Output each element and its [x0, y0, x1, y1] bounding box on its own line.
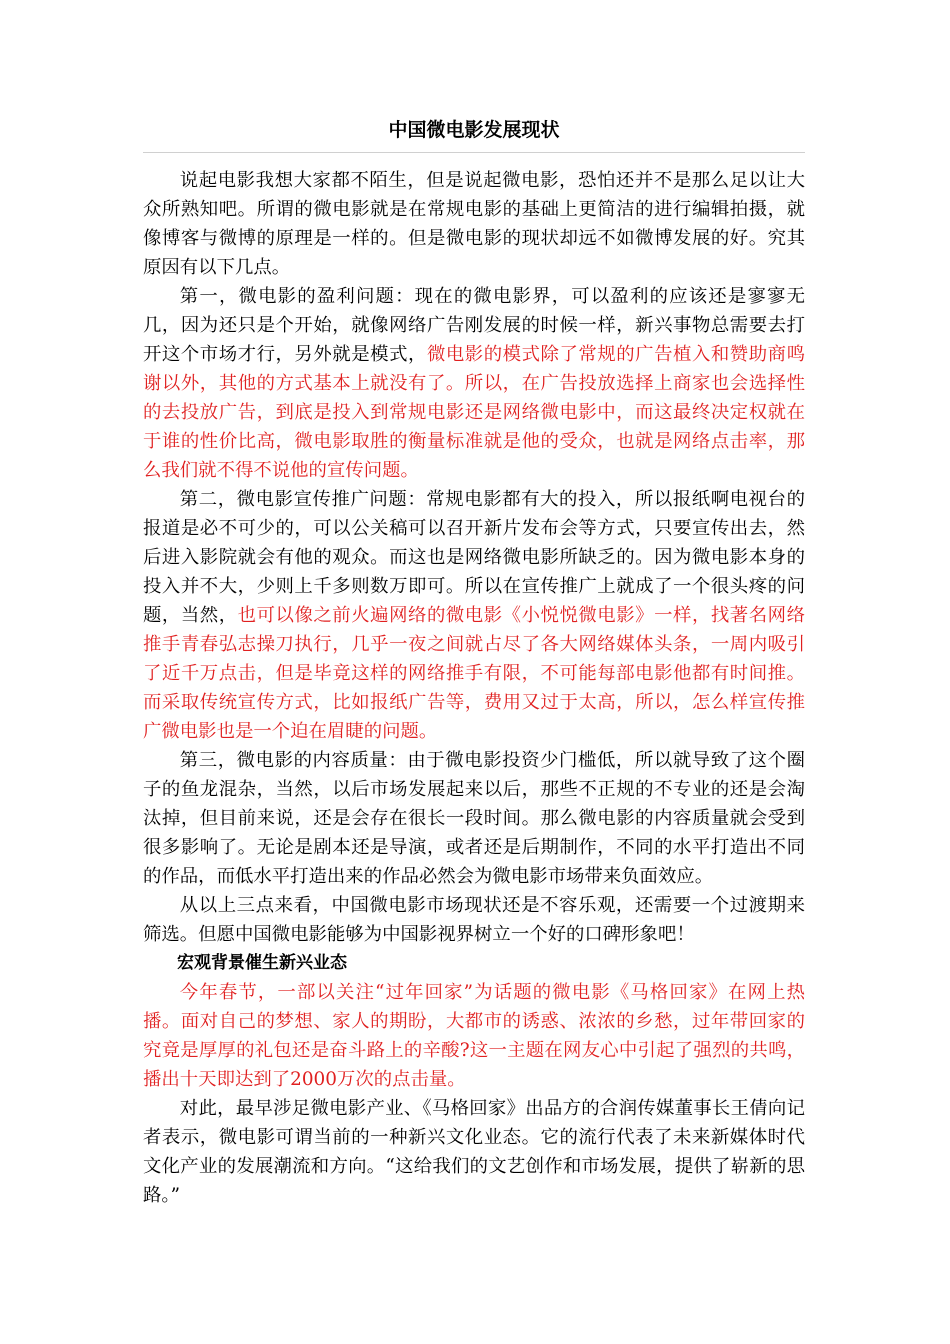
paragraph-profit-highlight: 微电影的模式除了常规的广告植入和赞助商鸣谢以外，其他的方式基本上就没有了。所以，在广告投放选择上商家也会选择性的去投放广告，到底是投入到常规电影还是网络微电影中，而这最终决定权就在于谁的性价比高，微电影取胜的衡量标准就是他的受众，也就是网络点击率，那么我们就不得不说他的宣传问题。: [143, 344, 805, 481]
paragraph-intro: 说起电影我想大家都不陌生，但是说起微电影，恐怕还并不是那么足以让大众所熟知吧。所谓的微电影就是在常规电影的基础上更简洁的进行编辑拍摄，就像博客与微博的原理是一样的。但是微电影的现状却远不如微博发展的好。究其原因有以下几点。: [143, 170, 805, 278]
paragraph-profit: [143, 282, 805, 485]
paragraph-spring-festival: 今年春节，一部以关注“过年回家”为话题的微电影《马格回家》在网上热播。面对自己的梦想、家人的期盼，大都市的诱惑、浓浓的乡愁，过年带回家的究竟是厚厚的礼包还是奋斗路上的辛酸?这一主题在网友心中引起了强烈的共鸣，播出十天即达到了2000万次的点击量。: [143, 982, 805, 1090]
paragraph-promotion: [143, 485, 805, 746]
paragraph-quality: 第三，微电影的内容质量：由于微电影投资少门槛低，所以就导致了这个圈子的鱼龙混杂，当然，以后市场发展起来以后，那些不正规的不专业的还是会淘汰掉，但目前来说，还是会存在很长一段时间。那么微电影的内容质量就会受到很多影响了。无论是剧本还是导演，或者还是后期制作，不同的水平打造出不同的作品，而低水平打造出来的作品必然会为微电影市场带来负面效应。: [143, 750, 805, 887]
paragraph-promotion-text: 第二，微电影宣传推广问题：常规电影都有大的投入，所以报纸啊电视台的报道是必不可少的，可以公关稿可以召开新片发布会等方式，只要宣传出去，然后进入影院就会有他的观众。而这也是网络微电影所缺乏的。因为微电影本身的投入并不大，少则上千多则数万即可。所以在宣传推广上就成了一个很头疼的问题，当然，: [143, 489, 805, 626]
paragraph-promotion-highlight: 也可以像之前火遍网络的微电影《小悦悦微电影》一样，找著名网络推手青春弘志操刀执行，几乎一夜之间就占尽了各大网络媒体头条，一周内吸引了近千万点击，但是毕竟这样的网络推手有限，不可能每部电影他都有时间推。而采取传统宣传方式，比如报纸广告等，费用又过于太高，所以，怎么样宣传推广微电影也是一个迫在眉睫的问题。: [143, 605, 805, 742]
paragraph-profit-text: 第一，微电影的盈利问题：现在的微电影界，可以盈利的应该还是寥寥无几，因为还只是个开始，就像网络广告刚发展的时候一样，新兴事物总需要去打开这个市场才行，另外就是模式，: [143, 286, 805, 365]
document-title: 中国微电影发展现状: [388, 119, 560, 141]
section-heading: 宏观背景催生新兴业态: [177, 953, 347, 973]
paragraph-interview: 对此，最早涉足微电影产业、《马格回家》出品方的合润传媒董事长王倩向记者表示，微电影可谓当前的一种新兴文化业态。它的流行代表了未来新媒体时代文化产业的发展潮流和方向。“这给我们的文艺创作和市场发展，提供了崭新的思路。”: [143, 1098, 805, 1206]
paragraph-conclusion: 从以上三点来看，中国微电影市场现状还是不容乐观，还需要一个过渡期来筛选。但愿中国微电影能够为中国影视界树立一个好的口碑形象吧！: [143, 895, 805, 945]
document-body: [143, 166, 805, 1210]
title-divider: [143, 152, 805, 153]
